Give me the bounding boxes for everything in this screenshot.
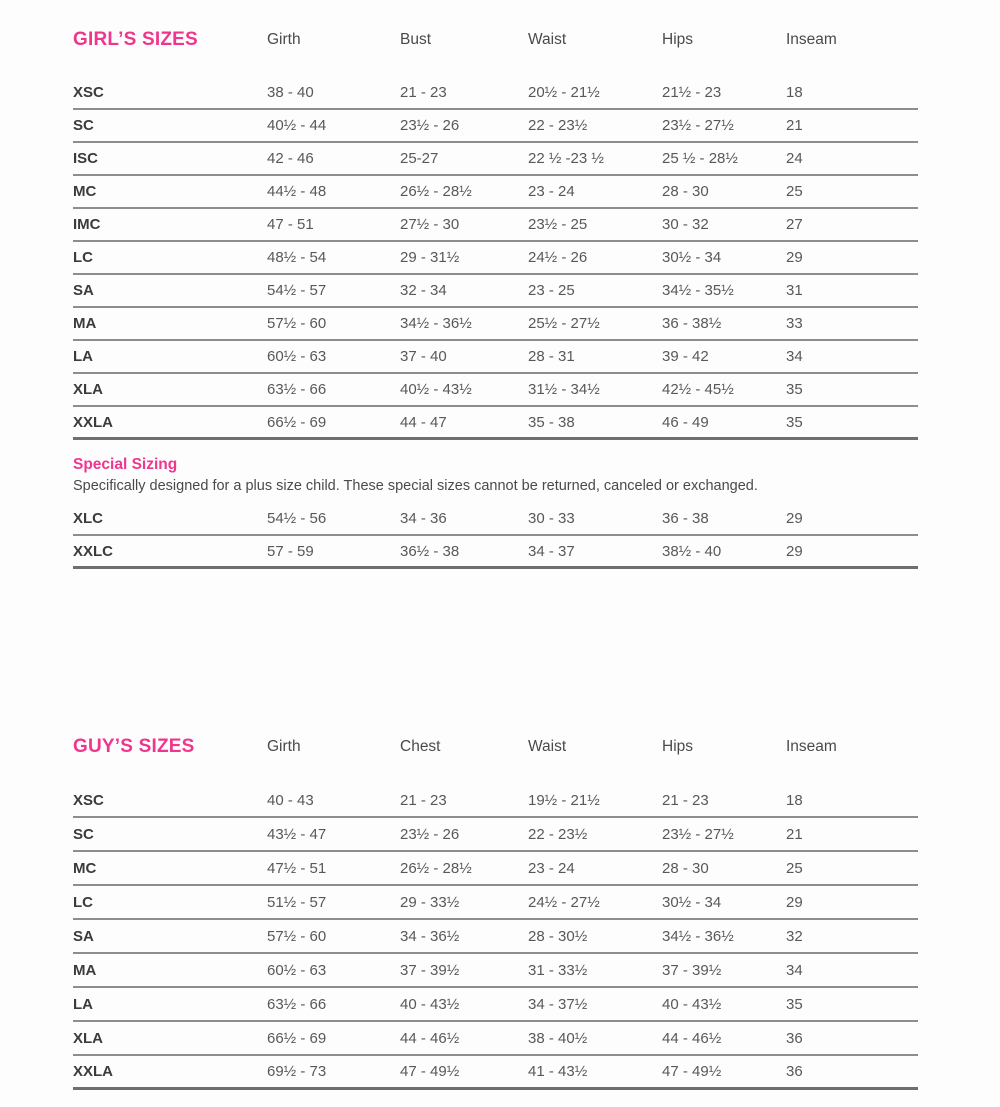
girth-cell: 57 - 59 bbox=[267, 542, 314, 560]
waist-cell: 38 - 40½ bbox=[528, 1029, 588, 1047]
table-row bbox=[73, 954, 918, 988]
inseam-cell: 18 bbox=[786, 791, 803, 809]
inseam-cell: 35 bbox=[786, 995, 803, 1013]
chest-cell: 29 - 33½ bbox=[400, 893, 460, 911]
hips-cell: 39 - 42 bbox=[662, 348, 709, 365]
hips-cell: 46 - 49 bbox=[662, 413, 709, 431]
size-cell: XXLA bbox=[73, 413, 114, 431]
waist-cell: 31½ - 34½ bbox=[528, 381, 600, 398]
waist-cell: 34 - 37½ bbox=[528, 995, 588, 1013]
size-cell: ISC bbox=[73, 150, 99, 167]
table-row bbox=[73, 536, 918, 569]
waist-cell: 23 - 25 bbox=[528, 282, 575, 299]
bust-cell: 32 - 34 bbox=[400, 282, 447, 299]
size-cell: XXLA bbox=[73, 1063, 114, 1080]
waist-cell: 23 - 24 bbox=[528, 183, 575, 200]
waist-cell: 22 ½ -23 ½ bbox=[528, 150, 604, 167]
size-cell: LA bbox=[73, 348, 93, 365]
hips-cell: 34½ - 36½ bbox=[662, 927, 734, 945]
girls-column-header-hips: Hips bbox=[662, 31, 694, 48]
chest-cell: 40 - 43½ bbox=[400, 995, 460, 1013]
girls-sizes-section bbox=[73, 0, 918, 440]
waist-cell: 22 - 23½ bbox=[528, 825, 588, 843]
size-cell: MC bbox=[73, 183, 97, 200]
special-sizing-title: Special Sizing bbox=[73, 456, 178, 473]
inseam-cell: 18 bbox=[786, 84, 803, 101]
guys-table-body bbox=[73, 784, 918, 1090]
girth-cell: 40½ - 44 bbox=[267, 117, 327, 134]
guys-column-header-hips: Hips bbox=[662, 738, 694, 755]
girth-cell: 66½ - 69 bbox=[267, 1029, 327, 1047]
hips-cell: 36 - 38½ bbox=[662, 315, 722, 332]
inseam-cell: 21 bbox=[786, 825, 803, 843]
inseam-cell: 29 bbox=[786, 542, 803, 560]
girth-cell: 54½ - 56 bbox=[267, 510, 327, 527]
table-row bbox=[73, 503, 918, 536]
waist-cell: 41 - 43½ bbox=[528, 1063, 588, 1080]
size-cell: MA bbox=[73, 961, 97, 979]
table-row bbox=[73, 176, 918, 209]
hips-cell: 44 - 46½ bbox=[662, 1029, 722, 1047]
guys-sizes-section bbox=[73, 737, 918, 1090]
guys-column-header-waist: Waist bbox=[528, 738, 567, 755]
girth-cell: 44½ - 48 bbox=[267, 183, 327, 200]
table-row bbox=[73, 374, 918, 407]
girth-cell: 43½ - 47 bbox=[267, 825, 327, 843]
waist-cell: 20½ - 21½ bbox=[528, 84, 600, 101]
special-table-body bbox=[73, 503, 918, 569]
hips-cell: 21 - 23 bbox=[662, 791, 709, 809]
size-cell: XXLC bbox=[73, 542, 114, 560]
inseam-cell: 21 bbox=[786, 117, 803, 134]
girth-cell: 63½ - 66 bbox=[267, 995, 327, 1013]
hips-cell: 36 - 38 bbox=[662, 510, 709, 527]
size-cell: LC bbox=[73, 249, 93, 266]
girth-cell: 54½ - 57 bbox=[267, 282, 327, 299]
girth-cell: 57½ - 60 bbox=[267, 315, 327, 332]
bust-cell: 34 - 36 bbox=[400, 510, 447, 527]
inseam-cell: 35 bbox=[786, 413, 803, 431]
waist-cell: 34 - 37 bbox=[528, 542, 575, 560]
girth-cell: 47½ - 51 bbox=[267, 859, 327, 877]
girth-cell: 40 - 43 bbox=[267, 791, 314, 809]
table-row bbox=[73, 143, 918, 176]
table-row bbox=[73, 988, 918, 1022]
chest-cell: 47 - 49½ bbox=[400, 1063, 460, 1080]
hips-cell: 25 ½ - 28½ bbox=[662, 150, 738, 167]
chest-cell: 37 - 39½ bbox=[400, 961, 460, 979]
bust-cell: 36½ - 38 bbox=[400, 542, 460, 560]
special-sizing-section bbox=[73, 456, 918, 569]
hips-cell: 30½ - 34 bbox=[662, 893, 722, 911]
size-cell: IMC bbox=[73, 216, 101, 233]
waist-cell: 28 - 30½ bbox=[528, 927, 588, 945]
size-chart-content bbox=[73, 0, 918, 1090]
girls-table-header bbox=[73, 0, 918, 50]
guys-column-header-chest: Chest bbox=[400, 738, 441, 755]
hips-cell: 37 - 39½ bbox=[662, 961, 722, 979]
chest-cell: 34 - 36½ bbox=[400, 927, 460, 945]
hips-cell: 21½ - 23 bbox=[662, 84, 722, 101]
size-cell: XSC bbox=[73, 791, 104, 809]
waist-cell: 35 - 38 bbox=[528, 413, 575, 431]
size-cell: XLC bbox=[73, 510, 103, 527]
size-cell: XLA bbox=[73, 1029, 103, 1047]
waist-cell: 19½ - 21½ bbox=[528, 791, 600, 809]
size-cell: XLA bbox=[73, 381, 103, 398]
bust-cell: 21 - 23 bbox=[400, 84, 447, 101]
bust-cell: 37 - 40 bbox=[400, 348, 447, 365]
hips-cell: 42½ - 45½ bbox=[662, 381, 734, 398]
waist-cell: 22 - 23½ bbox=[528, 117, 588, 134]
girth-cell: 51½ - 57 bbox=[267, 893, 327, 911]
table-row bbox=[73, 784, 918, 818]
hips-cell: 47 - 49½ bbox=[662, 1063, 722, 1080]
bust-cell: 26½ - 28½ bbox=[400, 183, 472, 200]
hips-cell: 28 - 30 bbox=[662, 183, 709, 200]
size-cell: SC bbox=[73, 117, 94, 134]
hips-cell: 23½ - 27½ bbox=[662, 117, 734, 134]
bust-cell: 34½ - 36½ bbox=[400, 315, 472, 332]
table-row bbox=[73, 818, 918, 852]
waist-cell: 28 - 31 bbox=[528, 348, 575, 365]
inseam-cell: 29 bbox=[786, 510, 803, 527]
size-cell: LA bbox=[73, 995, 93, 1013]
girth-cell: 42 - 46 bbox=[267, 150, 314, 167]
inseam-cell: 33 bbox=[786, 315, 803, 332]
waist-cell: 30 - 33 bbox=[528, 510, 575, 527]
size-cell: SC bbox=[73, 825, 94, 843]
hips-cell: 34½ - 35½ bbox=[662, 282, 734, 299]
bust-cell: 23½ - 26 bbox=[400, 117, 460, 134]
hips-cell: 38½ - 40 bbox=[662, 542, 722, 560]
inseam-cell: 36 bbox=[786, 1063, 803, 1080]
table-row bbox=[73, 920, 918, 954]
hips-cell: 40 - 43½ bbox=[662, 995, 722, 1013]
inseam-cell: 35 bbox=[786, 381, 803, 398]
waist-cell: 23 - 24 bbox=[528, 859, 575, 877]
waist-cell: 31 - 33½ bbox=[528, 961, 588, 979]
girth-cell: 57½ - 60 bbox=[267, 927, 327, 945]
guys-table-header bbox=[73, 737, 918, 757]
girls-sizes-title: GIRL’S SIZES bbox=[73, 29, 198, 50]
chest-cell: 26½ - 28½ bbox=[400, 859, 472, 877]
inseam-cell: 29 bbox=[786, 249, 803, 266]
girth-cell: 38 - 40 bbox=[267, 84, 314, 101]
girth-cell: 60½ - 63 bbox=[267, 348, 327, 365]
size-cell: MC bbox=[73, 859, 97, 877]
waist-cell: 24½ - 26 bbox=[528, 249, 588, 266]
table-row bbox=[73, 110, 918, 143]
girls-column-header-inseam: Inseam bbox=[786, 31, 837, 48]
inseam-cell: 25 bbox=[786, 859, 803, 877]
girth-cell: 63½ - 66 bbox=[267, 381, 327, 398]
bust-cell: 25-27 bbox=[400, 150, 439, 167]
girth-cell: 60½ - 63 bbox=[267, 961, 327, 979]
waist-cell: 24½ - 27½ bbox=[528, 893, 600, 911]
inseam-cell: 34 bbox=[786, 961, 803, 979]
girls-table-body bbox=[73, 77, 918, 440]
hips-cell: 28 - 30 bbox=[662, 859, 709, 877]
bust-cell: 27½ - 30 bbox=[400, 216, 460, 233]
size-cell: XSC bbox=[73, 84, 104, 101]
hips-cell: 30½ - 34 bbox=[662, 249, 722, 266]
girls-column-header-bust: Bust bbox=[400, 31, 432, 48]
table-row bbox=[73, 275, 918, 308]
table-row bbox=[73, 852, 918, 886]
table-row bbox=[73, 308, 918, 341]
inseam-cell: 32 bbox=[786, 927, 803, 945]
girls-column-header-girth: Girth bbox=[267, 31, 301, 48]
inseam-cell: 31 bbox=[786, 282, 803, 299]
table-row bbox=[73, 341, 918, 374]
table-row bbox=[73, 1022, 918, 1056]
girth-cell: 69½ - 73 bbox=[267, 1063, 327, 1080]
guys-sizes-title: GUY’S SIZES bbox=[73, 736, 195, 757]
waist-cell: 23½ - 25 bbox=[528, 216, 588, 233]
guys-column-header-girth: Girth bbox=[267, 738, 301, 755]
chest-cell: 23½ - 26 bbox=[400, 825, 460, 843]
girls-column-header-waist: Waist bbox=[528, 31, 567, 48]
chest-cell: 21 - 23 bbox=[400, 791, 447, 809]
girth-cell: 66½ - 69 bbox=[267, 413, 327, 431]
size-cell: LC bbox=[73, 893, 93, 911]
chest-cell: 44 - 46½ bbox=[400, 1029, 460, 1047]
girth-cell: 47 - 51 bbox=[267, 216, 314, 233]
table-row bbox=[73, 77, 918, 110]
inseam-cell: 29 bbox=[786, 893, 803, 911]
hips-cell: 30 - 32 bbox=[662, 216, 709, 233]
hips-cell: 23½ - 27½ bbox=[662, 825, 734, 843]
table-row bbox=[73, 407, 918, 440]
size-cell: SA bbox=[73, 282, 94, 299]
size-cell: SA bbox=[73, 927, 94, 945]
bust-cell: 40½ - 43½ bbox=[400, 381, 472, 398]
table-row bbox=[73, 242, 918, 275]
table-row bbox=[73, 886, 918, 920]
guys-column-header-inseam: Inseam bbox=[786, 738, 837, 755]
bust-cell: 44 - 47 bbox=[400, 413, 447, 431]
table-row bbox=[73, 209, 918, 242]
table-row bbox=[73, 1056, 918, 1090]
bust-cell: 29 - 31½ bbox=[400, 249, 460, 266]
inseam-cell: 25 bbox=[786, 183, 803, 200]
size-cell: MA bbox=[73, 315, 97, 332]
inseam-cell: 24 bbox=[786, 150, 803, 167]
girth-cell: 48½ - 54 bbox=[267, 249, 327, 266]
special-sizing-description: Specifically designed for a plus size child. These special sizes cannot be returned, canceled or exchanged. bbox=[73, 478, 758, 494]
inseam-cell: 34 bbox=[786, 348, 803, 365]
inseam-cell: 27 bbox=[786, 216, 803, 233]
waist-cell: 25½ - 27½ bbox=[528, 315, 600, 332]
inseam-cell: 36 bbox=[786, 1029, 803, 1047]
